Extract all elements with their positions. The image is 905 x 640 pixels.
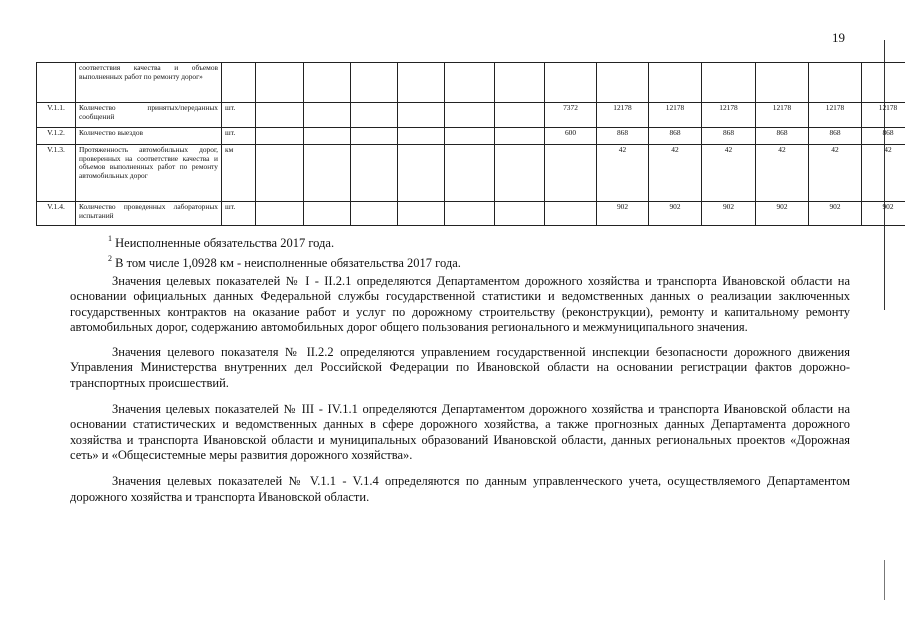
footnote-text: В том числе 1,0928 км - неисполненные обязательства 2017 года. <box>115 255 461 270</box>
table-row <box>37 145 905 202</box>
table-row <box>37 128 905 145</box>
value-cell: 42 <box>756 145 809 202</box>
value-cell <box>649 63 702 103</box>
value-cell: 868 <box>809 128 862 145</box>
value-cell <box>398 103 445 128</box>
value-cell <box>545 145 597 202</box>
footnote-mark: 2 <box>108 253 112 263</box>
footnote-mark: 1 <box>108 234 112 243</box>
value-cell: 902 <box>597 202 649 226</box>
value-cell: 868 <box>649 128 702 145</box>
value-cell: 12178 <box>597 103 649 128</box>
value-cell <box>445 103 495 128</box>
row-unit: км <box>222 145 256 202</box>
value-cell <box>351 63 398 103</box>
table-row <box>37 202 905 226</box>
value-cell <box>545 202 597 226</box>
value-cell <box>445 145 495 202</box>
value-cell <box>398 202 445 226</box>
value-cell: 902 <box>809 202 862 226</box>
value-cell <box>256 63 304 103</box>
value-cell <box>445 63 495 103</box>
row-unit <box>222 63 256 103</box>
value-cell <box>756 63 809 103</box>
value-cell <box>398 128 445 145</box>
value-cell: 12178 <box>702 103 756 128</box>
value-cell <box>304 202 351 226</box>
value-cell: 42 <box>597 145 649 202</box>
value-cell <box>495 202 545 226</box>
value-cell <box>445 128 495 145</box>
margin-line-lower <box>884 560 885 600</box>
row-unit: шт. <box>222 202 256 226</box>
value-cell <box>398 63 445 103</box>
value-cell: 902 <box>756 202 809 226</box>
value-cell: 600 <box>545 128 597 145</box>
value-cell: 7372 <box>545 103 597 128</box>
value-cell <box>351 202 398 226</box>
row-code: V.1.4. <box>37 202 76 226</box>
paragraph-indicators-3-4-1-1: Значения целевых показателей № III - IV.1.1 определяются Департаментом дорожного хозяйства и транспорта Ивановской области на основании статистических и ведомственных данных в сфере дорожного хозяйства, а также прогнозных данных Департамента дорожного хозяйства и транспорта Ивановской области и муниципальных образований Ивановской области, данных региональных проектов «Дорожная сеть» и «Общесистемные меры развития дорожного хозяйства». <box>70 401 850 463</box>
value-cell: 12178 <box>809 103 862 128</box>
footnote-1 <box>108 232 850 252</box>
value-cell <box>809 63 862 103</box>
row-code <box>37 63 76 103</box>
value-cell: 42 <box>809 145 862 202</box>
row-code: V.1.3. <box>37 145 76 202</box>
value-cell <box>495 103 545 128</box>
paragraph-indicators-5-1: Значения целевых показателей № V.1.1 - V.1.4 определяются по данным управленческого учета, осуществляемого Департаментом дорожного хозяйства и транспорта Ивановской области. <box>70 474 850 504</box>
value-cell <box>597 63 649 103</box>
indicators-table <box>36 62 905 226</box>
value-cell <box>256 202 304 226</box>
value-cell <box>702 63 756 103</box>
value-cell <box>495 145 545 202</box>
value-cell <box>862 63 905 103</box>
row-name: соответствия качества и объемов выполненных работ по ремонту дорог» <box>76 63 222 103</box>
value-cell <box>351 145 398 202</box>
value-cell: 868 <box>597 128 649 145</box>
table-row <box>37 103 905 128</box>
value-cell <box>495 63 545 103</box>
value-cell <box>398 145 445 202</box>
paragraph-indicators-1-2-1: Значения целевых показателей № I - II.2.1 определяются Департаментом дорожного хозяйства и транспорта Ивановской области на основании официальных данных Федеральной службы государственной статистики и ведомственных данных о реализации заключенных государственных контрактов на оказание работ и услуг по дорожному строительству (реконструкции), ремонту и капитальному ремонту автомобильных дорог, содержанию автомобильных дорог общего пользования регионального и межмуниципального значения. <box>70 273 850 335</box>
value-cell <box>304 128 351 145</box>
value-cell <box>304 145 351 202</box>
notes-section <box>70 232 850 505</box>
paragraph-indicator-2-2-2: Значения целевого показателя № II.2.2 определяются управлением государственной инспекции безопасности дорожного движения Управления Министерства внутренних дел Российской Федерации по Ивановской области на основании регистрации фактов дорожно-транспортных происшествий. <box>70 344 850 391</box>
row-name: Количество проведенных лабораторных испытаний <box>76 202 222 226</box>
value-cell: 868 <box>756 128 809 145</box>
value-cell: 902 <box>702 202 756 226</box>
value-cell <box>304 63 351 103</box>
value-cell: 42 <box>862 145 905 202</box>
footnote-2 <box>108 252 850 272</box>
value-cell: 12178 <box>756 103 809 128</box>
row-name: Количество принятых/переданных сообщений <box>76 103 222 128</box>
value-cell: 12178 <box>862 103 905 128</box>
value-cell <box>256 145 304 202</box>
row-name: Количество выездов <box>76 128 222 145</box>
value-cell <box>256 128 304 145</box>
value-cell <box>304 103 351 128</box>
row-name: Протяженность автомобильных дорог, проверенных на соответствие качества и объемов выполненных работ по ремонту автомобильных дорог <box>76 145 222 202</box>
row-code: V.1.2. <box>37 128 76 145</box>
value-cell <box>545 63 597 103</box>
value-cell: 868 <box>862 128 905 145</box>
row-unit: шт. <box>222 128 256 145</box>
value-cell <box>351 103 398 128</box>
value-cell <box>351 128 398 145</box>
value-cell: 902 <box>649 202 702 226</box>
value-cell: 902 <box>862 202 905 226</box>
value-cell: 42 <box>702 145 756 202</box>
footnote-text: Неисполненные обязательства 2017 года. <box>115 236 335 251</box>
row-code: V.1.1. <box>37 103 76 128</box>
page-number: 19 <box>832 30 845 45</box>
value-cell: 42 <box>649 145 702 202</box>
table-row <box>37 63 905 103</box>
row-unit: шт. <box>222 103 256 128</box>
value-cell <box>445 202 495 226</box>
value-cell: 868 <box>702 128 756 145</box>
value-cell <box>495 128 545 145</box>
value-cell: 12178 <box>649 103 702 128</box>
value-cell <box>256 103 304 128</box>
